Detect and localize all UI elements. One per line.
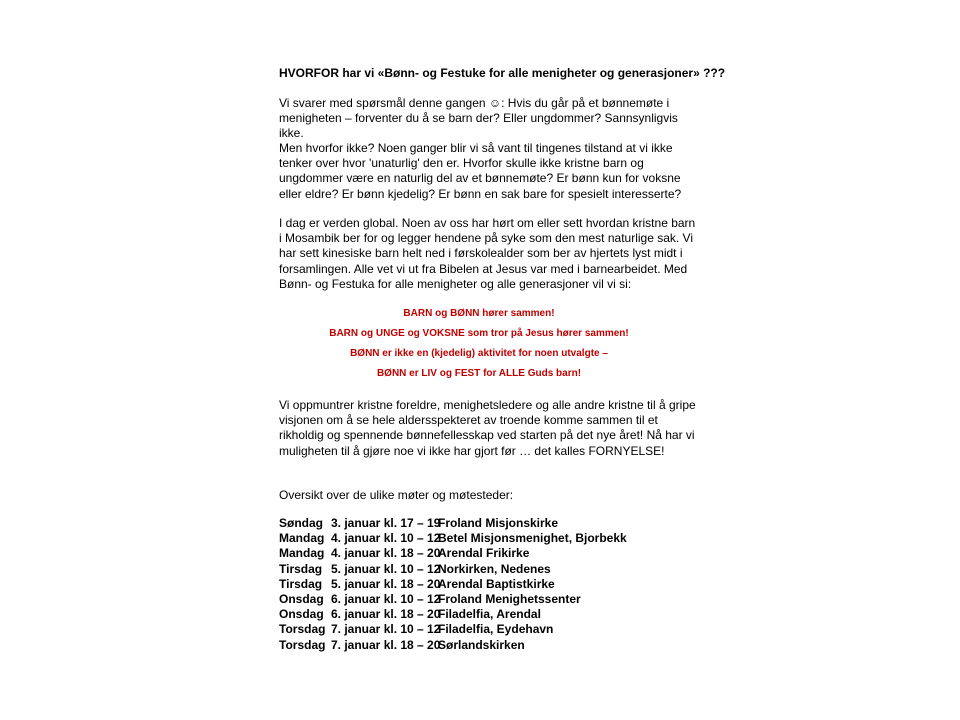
schedule-place: Arendal Frikirke (438, 546, 530, 561)
schedule-time: 7. januar kl. 18 – 20 (331, 637, 441, 652)
schedule-day: Onsdag (279, 591, 324, 606)
schedule-place: Betel Misjonsmenighet, Bjorbekk (438, 531, 627, 546)
schedule-time: 3. januar kl. 17 – 19 (331, 516, 441, 530)
schedule-time: 5. januar kl. 10 – 12 (331, 561, 441, 576)
schedule-day: Onsdag (279, 607, 324, 622)
slogan-2: BARN og UNGE og VOKSNE som tror på Jesus hører sammen! (329, 328, 629, 339)
schedule-place: Froland Misjonskirke (438, 516, 559, 530)
schedule-time: 5. januar kl. 18 – 20 (331, 576, 441, 591)
schedule-time: 7. januar kl. 10 – 12 (331, 622, 441, 637)
document-title: HVORFOR har vi «Bønn- og Festuke for alle menigheter og generasjoner» ??? (279, 66, 726, 80)
schedule-day: Torsdag (279, 622, 326, 637)
schedule-place: Arendal Baptistkirke (438, 576, 555, 591)
schedule-place: Filadelfia, Arendal (438, 607, 541, 622)
paragraph-global: I dag er verden global. Noen av oss har hørt om eller sett hvordan kristne barn i Mosambik ber for og legger hendene på syke som den mest naturlige sak. Vi har sett kinesiske barn helt ned i førskolealder som ber av hjertets lyst midt i forsamlingen. Alle vet vi ut fra Bibelen at Jesus var med i barnearbeidet. Med Bønn- og Festuka for alle menigheter og alle generasjoner vil vi si: (279, 216, 696, 291)
schedule-time: 4. januar kl. 10 – 12 (331, 531, 441, 546)
paragraph-intro: Vi svarer med spørsmål denne gangen ☺: Hvis du går på et bønnemøte i menigheten – forventer du å se barn der? Eller ungdommer? Sannsynligvis ikke. (279, 96, 678, 141)
schedule-place: Norkirken, Nedenes (438, 561, 551, 576)
paragraph-encourage: Vi oppmuntrer kristne foreldre, menighetsledere og alle andre kristne til å gripe visjonen om å se hele aldersspekteret av troende komme sammen til et rikholdig og spennende bønnefellesskap ved starten på det nye året! Nå har vi muligheten til å gjøre noe vi ikke har gjort før … det kalles FORNYELSE! (279, 398, 696, 458)
schedule-day: Mandag (279, 546, 325, 561)
slogan-4: BØNN er LIV og FEST for ALLE Guds barn! (376, 368, 582, 379)
schedule-time: 6. januar kl. 18 – 20 (331, 607, 441, 622)
schedule-place: Filadelfia, Eydehavn (438, 622, 554, 637)
slogan-3: BØNN er ikke en (kjedelig) aktivitet for noen utvalgte – (350, 348, 608, 359)
schedule-place: Sørlandskirken (438, 637, 525, 652)
schedule-time: 6. januar kl. 10 – 12 (331, 591, 441, 606)
slogan-1: BARN og BØNN hører sammen! (403, 308, 555, 319)
schedule-day: Tirsdag (279, 576, 323, 591)
schedule-place: Froland Menighetssenter (438, 591, 581, 606)
schedule-day: Torsdag (279, 637, 326, 652)
schedule-day: Søndag (279, 516, 323, 530)
paragraph-why-not: Men hvorfor ikke? Noen ganger blir vi så vant til tingenes tilstand at vi ikke tenker over hvor 'unaturlig' den er. Hvorfor skulle ikke kristne barn og ungdommer være en naturlig del av et bønnemøte? Er bønn kun for voksne eller eldre? Er bønn kjedelig? Er bønn en sak bare for spesielt interesserte? (279, 141, 682, 201)
schedule-time: 4. januar kl. 18 – 20 (331, 546, 441, 561)
overview-heading: Oversikt over de ulike møter og møtesteder: (279, 488, 514, 502)
schedule-day: Mandag (279, 531, 325, 546)
schedule-day: Tirsdag (279, 561, 323, 576)
